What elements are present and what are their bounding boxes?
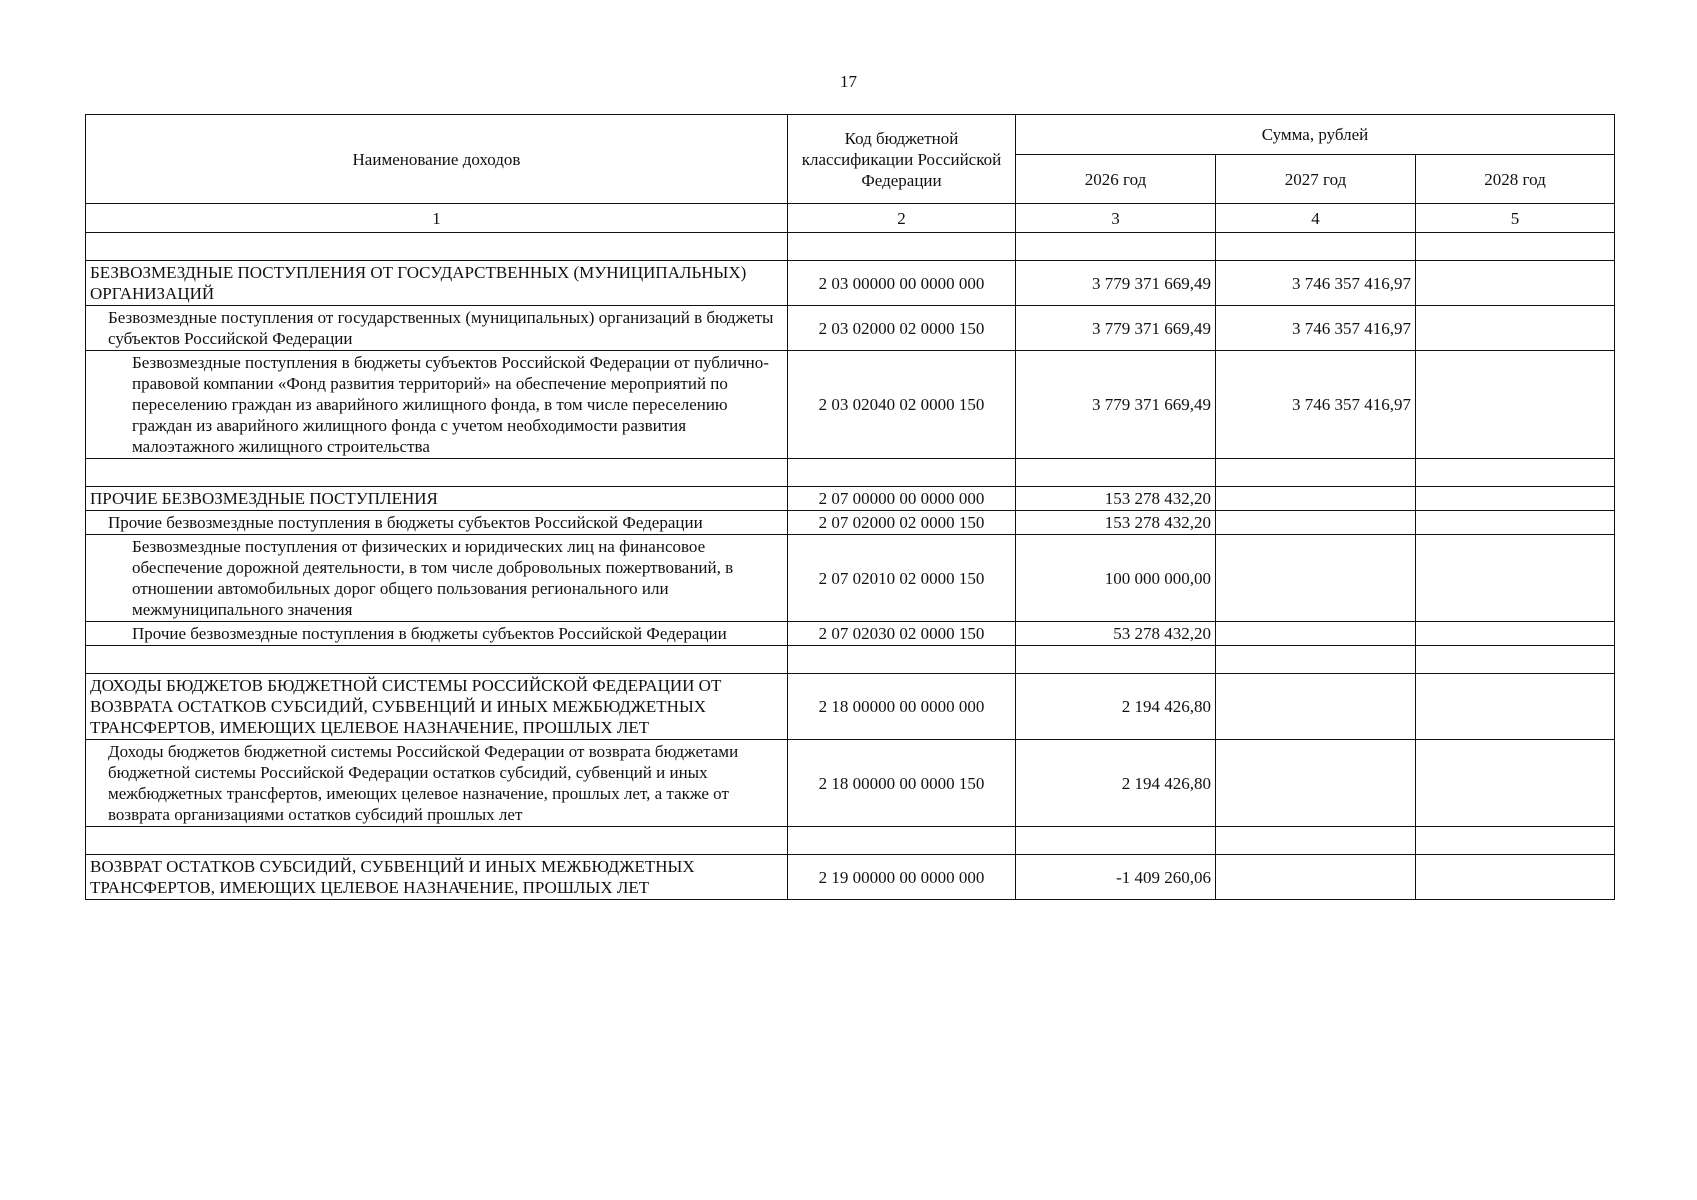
amount-2027-cell [1216,511,1416,535]
empty-cell [1416,646,1615,674]
header-year-2026: 2026 год [1016,155,1216,204]
budget-code-cell: 2 03 00000 00 0000 000 [788,261,1016,306]
income-name-cell: Безвозмездные поступления от государственных (муниципальных) организаций в бюджеты субъектов Российской Федерации [86,306,788,351]
amount-2027-cell [1216,622,1416,646]
budget-code-cell: 2 18 00000 00 0000 150 [788,740,1016,827]
budget-code-cell: 2 07 02030 02 0000 150 [788,622,1016,646]
column-number: 2 [788,204,1016,233]
empty-cell [1216,233,1416,261]
table-row [86,351,1615,459]
amount-2027-cell: 3 746 357 416,97 [1216,261,1416,306]
budget-code-cell: 2 03 02040 02 0000 150 [788,351,1016,459]
budget-code-cell: 2 19 00000 00 0000 000 [788,855,1016,900]
amount-2027-cell [1216,740,1416,827]
spacer-row [86,646,1615,674]
empty-cell [1416,459,1615,487]
column-number: 5 [1416,204,1615,233]
income-name-cell: Прочие безвозмездные поступления в бюджеты субъектов Российской Федерации [86,511,788,535]
page-number: 17 [840,72,857,91]
table-row [86,261,1615,306]
income-name-cell: ДОХОДЫ БЮДЖЕТОВ БЮДЖЕТНОЙ СИСТЕМЫ РОССИЙСКОЙ ФЕДЕРАЦИИ ОТ ВОЗВРАТА ОСТАТКОВ СУБСИДИЙ, СУБВЕНЦИЙ И ИНЫХ МЕЖБЮДЖЕТНЫХ ТРАНСФЕРТОВ, ИМЕЮЩИХ ЦЕЛЕВОЕ НАЗНАЧЕНИЕ, ПРОШЛЫХ ЛЕТ [86,674,788,740]
amount-2026-cell: 3 779 371 669,49 [1016,351,1216,459]
budget-code-cell: 2 07 02010 02 0000 150 [788,535,1016,622]
empty-cell [788,827,1016,855]
income-name-cell: ПРОЧИЕ БЕЗВОЗМЕЗДНЫЕ ПОСТУПЛЕНИЯ [86,487,788,511]
amount-2028-cell [1416,511,1615,535]
empty-cell [86,233,788,261]
budget-code-cell: 2 18 00000 00 0000 000 [788,674,1016,740]
empty-cell [1216,827,1416,855]
table-row [86,740,1615,827]
table-body [86,233,1615,900]
amount-2027-cell: 3 746 357 416,97 [1216,306,1416,351]
amount-2027-cell: 3 746 357 416,97 [1216,351,1416,459]
amount-2028-cell [1416,740,1615,827]
amount-2026-cell: 2 194 426,80 [1016,674,1216,740]
header-name: Наименование доходов [86,115,788,204]
column-number: 3 [1016,204,1216,233]
amount-2028-cell [1416,535,1615,622]
column-number: 4 [1216,204,1416,233]
empty-cell [1416,827,1615,855]
header-year-2027: 2027 год [1216,155,1416,204]
spacer-row [86,459,1615,487]
amount-2028-cell [1416,855,1615,900]
amount-2028-cell [1416,351,1615,459]
budget-code-cell: 2 07 02000 02 0000 150 [788,511,1016,535]
budget-code-cell: 2 03 02000 02 0000 150 [788,306,1016,351]
empty-cell [86,646,788,674]
table-row [86,511,1615,535]
table-row [86,306,1615,351]
amount-2026-cell: 3 779 371 669,49 [1016,306,1216,351]
amount-2026-cell: 53 278 432,20 [1016,622,1216,646]
amount-2027-cell [1216,674,1416,740]
empty-cell [86,459,788,487]
amount-2027-cell [1216,855,1416,900]
income-name-cell: ВОЗВРАТ ОСТАТКОВ СУБСИДИЙ, СУБВЕНЦИЙ И ИНЫХ МЕЖБЮДЖЕТНЫХ ТРАНСФЕРТОВ, ИМЕЮЩИХ ЦЕЛЕВОЕ НАЗНАЧЕНИЕ, ПРОШЛЫХ ЛЕТ [86,855,788,900]
table-header [86,115,1615,233]
budget-code-cell: 2 07 00000 00 0000 000 [788,487,1016,511]
table-row [86,535,1615,622]
empty-cell [1016,827,1216,855]
empty-cell [788,233,1016,261]
empty-cell [1016,646,1216,674]
amount-2026-cell: 153 278 432,20 [1016,487,1216,511]
empty-cell [1216,459,1416,487]
spacer-row [86,233,1615,261]
amount-2026-cell: 2 194 426,80 [1016,740,1216,827]
table-row [86,674,1615,740]
header-year-2028: 2028 год [1416,155,1615,204]
header-code: Код бюджетной классификации Российской Федерации [788,115,1016,204]
amount-2028-cell [1416,674,1615,740]
income-name-cell: Прочие безвозмездные поступления в бюджеты субъектов Российской Федерации [86,622,788,646]
amount-2027-cell [1216,535,1416,622]
income-name-cell: Безвозмездные поступления от физических и юридических лиц на финансовое обеспечение дорожной деятельности, в том числе добровольных пожертвований, в отношении автомобильных дорог общего пользования регионального или межмуниципального значения [86,535,788,622]
amount-2028-cell [1416,487,1615,511]
table-row [86,622,1615,646]
spacer-row [86,827,1615,855]
empty-cell [86,827,788,855]
revenue-table [85,114,1615,900]
income-name-cell: БЕЗВОЗМЕЗДНЫЕ ПОСТУПЛЕНИЯ ОТ ГОСУДАРСТВЕННЫХ (МУНИЦИПАЛЬНЫХ) ОРГАНИЗАЦИЙ [86,261,788,306]
income-name-cell: Безвозмездные поступления в бюджеты субъектов Российской Федерации от публично-правовой компании «Фонд развития территорий» на обеспечение мероприятий по переселению граждан из аварийного жилищного фонда, в том числе переселению граждан из аварийного жилищного фонда с учетом необходимости развития малоэтажного жилищного строительства [86,351,788,459]
empty-cell [1216,646,1416,674]
amount-2027-cell [1216,487,1416,511]
amount-2028-cell [1416,306,1615,351]
table-row [86,487,1615,511]
amount-2028-cell [1416,261,1615,306]
empty-cell [1016,459,1216,487]
empty-cell [788,459,1016,487]
amount-2026-cell: 3 779 371 669,49 [1016,261,1216,306]
income-name-cell: Доходы бюджетов бюджетной системы Российской Федерации от возврата бюджетами бюджетной системы Российской Федерации остатков субсидий, субвенций и иных межбюджетных трансфертов, имеющих целевое назначение, прошлых лет, а также от возврата организациями остатков субсидий прошлых лет [86,740,788,827]
header-sum: Сумма, рублей [1016,115,1615,155]
amount-2026-cell: 100 000 000,00 [1016,535,1216,622]
amount-2026-cell: 153 278 432,20 [1016,511,1216,535]
empty-cell [1416,233,1615,261]
amount-2026-cell: -1 409 260,06 [1016,855,1216,900]
amount-2028-cell [1416,622,1615,646]
empty-cell [1016,233,1216,261]
empty-cell [788,646,1016,674]
column-number: 1 [86,204,788,233]
table-row [86,855,1615,900]
